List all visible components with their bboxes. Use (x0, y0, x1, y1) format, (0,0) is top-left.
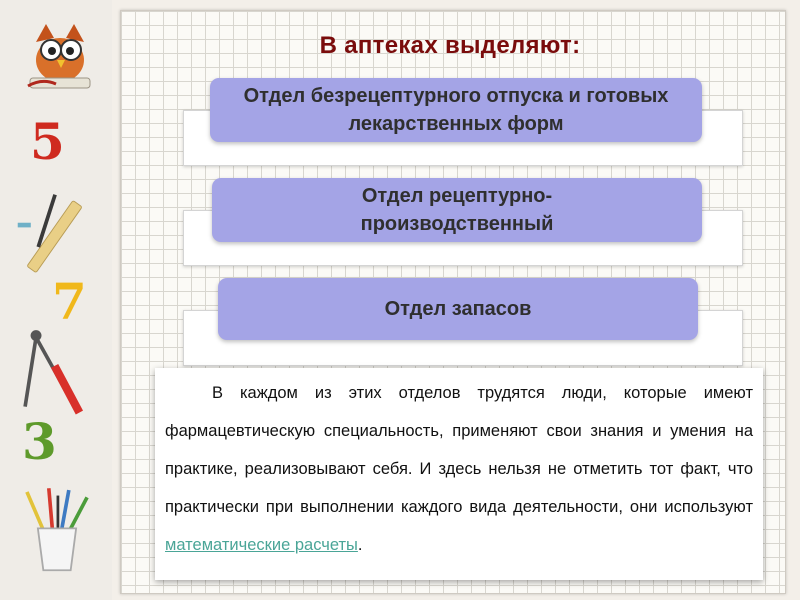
department-box-3 (218, 278, 698, 340)
pencil-cup-icon (16, 486, 98, 578)
digit-three: 3 (22, 412, 57, 471)
department-box-1 (210, 78, 702, 142)
decorative-sidebar (0, 0, 113, 600)
department-box-2 (212, 178, 702, 242)
description-end: . (357, 536, 363, 554)
pencil-ruler-icon (14, 188, 98, 278)
department-label-3: Отдел запасов (384, 298, 532, 320)
owl-icon (22, 12, 100, 94)
department-label-1: Отдел безрецептурного отпуска и готовых лекарственных форм (243, 85, 669, 135)
description-paragraph (155, 368, 763, 564)
department-label-2: Отдел рецептурно-производственный (360, 185, 554, 235)
math-calculations-link[interactable]: математические расчеты (165, 536, 358, 554)
compass-icon (16, 326, 98, 418)
digit-five: 5 (30, 112, 65, 171)
description-textbox (155, 368, 763, 580)
description-text: В каждом из этих отделов трудятся люди, которые имеют фармацевтическую специальность, применяют свои знания и умения на практике, реализовывают себя. И здесь нельзя не отметить тот факт, что практически при выполнении каждого вида деятельности, они используют (165, 384, 753, 516)
slide-title: В аптеках выделяют: (319, 32, 581, 59)
digit-seven: 7 (52, 272, 87, 331)
